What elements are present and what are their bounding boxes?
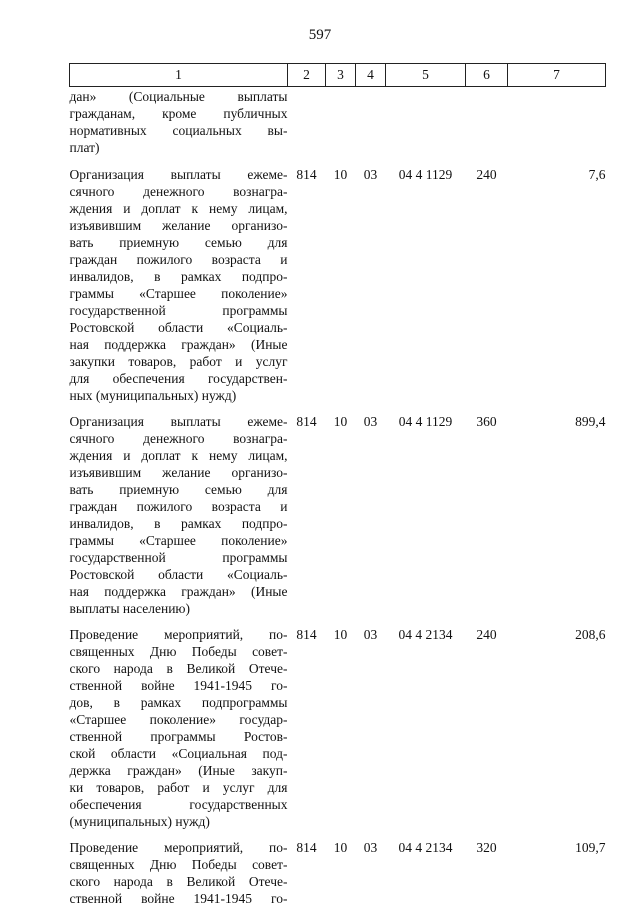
description-line: ждения и доплат к нему лицам,: [70, 200, 288, 217]
expense-type-code: [466, 87, 508, 167]
target-article-code: 04 4 1129: [386, 413, 466, 626]
description-line: Ростовской области «Социаль-: [70, 566, 288, 583]
description-line: инвалидов, в рамках подпро-: [70, 268, 288, 285]
description-line: обеспечения государственных: [70, 796, 288, 813]
description-line: для обеспечения государствен-: [70, 370, 288, 387]
table-header-row: [70, 64, 606, 87]
table-body: [70, 87, 606, 916]
table-row: [70, 839, 606, 916]
row-description: [70, 413, 288, 626]
ministry-code: 814: [288, 626, 326, 839]
description-line: ского народа в Великой Отече-: [70, 873, 288, 890]
header-col-2: 2: [288, 64, 326, 87]
target-article-code: [386, 87, 466, 167]
expense-type-code: 360: [466, 413, 508, 626]
description-line: вать приемную семью для: [70, 234, 288, 251]
description-line: Организация выплаты ежеме-: [70, 413, 288, 430]
ministry-code: 814: [288, 839, 326, 916]
description-line: держка граждан» (Иные закуп-: [70, 762, 288, 779]
description-line: ная поддержка граждан» (Иные: [70, 583, 288, 600]
description-line: граждан пожилого возраста и: [70, 251, 288, 268]
subsection-code: 03: [356, 626, 386, 839]
description-line: Проведение мероприятий, по-: [70, 839, 288, 856]
description-line: плат): [70, 139, 288, 156]
description-line: нормативных социальных вы-: [70, 122, 288, 139]
header-col-4: 4: [356, 64, 386, 87]
description-line: государственной программы: [70, 549, 288, 566]
budget-table: [69, 63, 606, 916]
expense-type-code: 320: [466, 839, 508, 916]
description-line: закупки товаров, работ и услуг: [70, 353, 288, 370]
description-line: вать приемную семью для: [70, 481, 288, 498]
description-line: выплаты населению): [70, 600, 288, 617]
description-line: священных Дню Победы совет-: [70, 856, 288, 873]
description-line: инвалидов, в рамках подпро-: [70, 515, 288, 532]
row-description: [70, 166, 288, 413]
section-code: 10: [326, 626, 356, 839]
expense-type-code: 240: [466, 626, 508, 839]
row-description: [70, 87, 288, 167]
description-line: изъявившим желание организо-: [70, 464, 288, 481]
description-line: ных (муниципальных) нужд): [70, 387, 288, 404]
description-line: Организация выплаты ежеме-: [70, 166, 288, 183]
table-row: [70, 413, 606, 626]
header-col-5: 5: [386, 64, 466, 87]
section-code: [326, 87, 356, 167]
description-line: ственной войне 1941-1945 го-: [70, 677, 288, 694]
expense-type-code: 240: [466, 166, 508, 413]
table-row: [70, 166, 606, 413]
ministry-code: 814: [288, 166, 326, 413]
description-line: «Старшее поколение» государ-: [70, 711, 288, 728]
description-line: гражданам, кроме публичных: [70, 105, 288, 122]
table-row: [70, 87, 606, 167]
section-code: 10: [326, 839, 356, 916]
target-article-code: 04 4 1129: [386, 166, 466, 413]
description-line: Ростовской области «Социаль-: [70, 319, 288, 336]
description-line: сячного денежного вознагра-: [70, 430, 288, 447]
amount-value: 208,6: [508, 626, 606, 839]
amount-value: 109,7: [508, 839, 606, 916]
description-line: изъявившим желание организо-: [70, 217, 288, 234]
description-line: ждения и доплат к нему лицам,: [70, 447, 288, 464]
amount-value: 899,4: [508, 413, 606, 626]
description-line: граждан пожилого возраста и: [70, 498, 288, 515]
description-line: граммы «Старшее поколение»: [70, 532, 288, 549]
header-col-6: 6: [466, 64, 508, 87]
description-line: Проведение мероприятий, по-: [70, 626, 288, 643]
amount-value: 7,6: [508, 166, 606, 413]
ministry-code: [288, 87, 326, 167]
target-article-code: 04 4 2134: [386, 626, 466, 839]
subsection-code: 03: [356, 166, 386, 413]
description-line: граммы «Старшее поколение»: [70, 285, 288, 302]
header-col-1: 1: [70, 64, 288, 87]
subsection-code: 03: [356, 413, 386, 626]
description-line: сячного денежного вознагра-: [70, 183, 288, 200]
description-line: ки товаров, работ и услуг для: [70, 779, 288, 796]
header-col-7: 7: [508, 64, 606, 87]
row-description: [70, 626, 288, 839]
description-line: ственной войне 1941-1945 го-: [70, 890, 288, 907]
table-row: [70, 626, 606, 839]
section-code: 10: [326, 413, 356, 626]
header-col-3: 3: [326, 64, 356, 87]
section-code: 10: [326, 166, 356, 413]
description-line: священных Дню Победы совет-: [70, 643, 288, 660]
subsection-code: 03: [356, 839, 386, 916]
page-number: 597: [0, 27, 640, 44]
description-line: ского народа в Великой Отече-: [70, 660, 288, 677]
description-line: дан» (Социальные выплаты: [70, 88, 288, 105]
description-line: ской области «Социальная под-: [70, 745, 288, 762]
target-article-code: 04 4 2134: [386, 839, 466, 916]
amount-value: [508, 87, 606, 167]
ministry-code: 814: [288, 413, 326, 626]
description-line: ная поддержка граждан» (Иные: [70, 336, 288, 353]
description-line: государственной программы: [70, 302, 288, 319]
description-line: ственной программы Ростов-: [70, 728, 288, 745]
subsection-code: [356, 87, 386, 167]
description-line: (муниципальных) нужд): [70, 813, 288, 830]
description-line: дов, в рамках подпрограммы: [70, 694, 288, 711]
row-description: [70, 839, 288, 916]
